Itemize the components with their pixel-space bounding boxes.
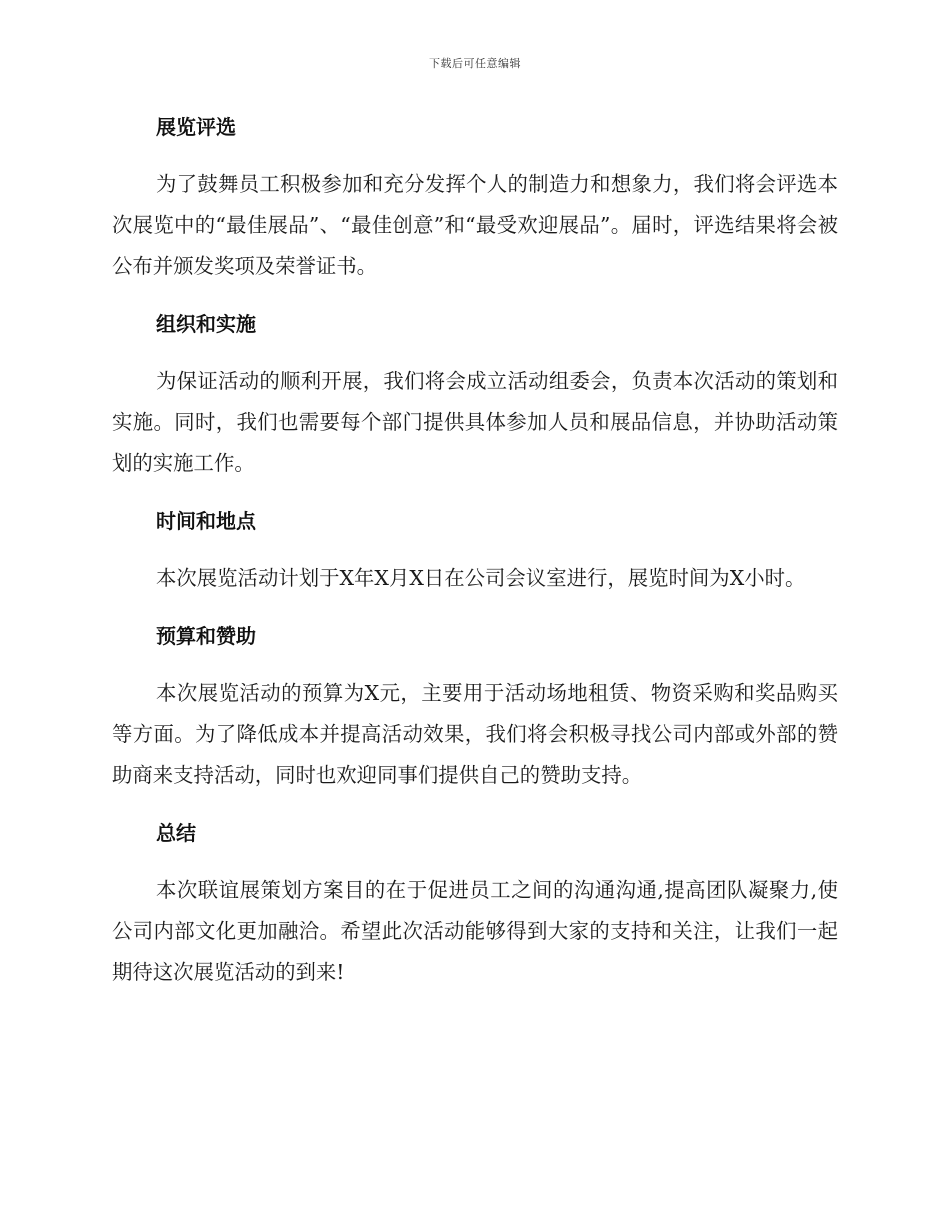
section-heading: 组织和实施: [156, 312, 256, 336]
section-exhibition-evaluation: [112, 112, 838, 287]
section-summary: [112, 818, 838, 993]
section-heading: 总结: [156, 821, 196, 845]
section-heading: 时间和地点: [156, 509, 256, 533]
section-heading: 展览评选: [156, 115, 236, 139]
section-paragraph: 本次联谊展策划方案目的在于促进员工之间的沟通沟通,提高团队凝聚力,使公司内部文化更加融洽。希望此次活动能够得到大家的支持和关注，让我们一起期待这次展览活动的到来!: [112, 878, 838, 984]
section-paragraph: 为了鼓舞员工积极参加和充分发挥个人的制造力和想象力，我们将会评选本次展览中的“最佳展品”、“最佳创意”和“最受欢迎展品”。届时，评选结果将会被公布并颁发奖项及荣誉证书。: [112, 172, 838, 278]
document-body: [112, 112, 838, 1015]
section-paragraph: 本次展览活动的预算为X元，主要用于活动场地租赁、物资采购和奖品购买等方面。为了降低成本并提高活动效果，我们将会积极寻找公司内部或外部的赞助商来支持活动，同时也欢迎同事们提供自己的赞助支持。: [112, 681, 838, 787]
page-header-note: 下载后可任意编辑: [429, 57, 521, 70]
section-time-location: [112, 506, 838, 599]
section-paragraph: 本次展览活动计划于X年X月X日在公司会议室进行，展览时间为X小时。: [156, 566, 806, 590]
section-paragraph: 为保证活动的顺利开展，我们将会成立活动组委会，负责本次活动的策划和实施。同时，我们也需要每个部门提供具体参加人员和展品信息，并协助活动策划的实施工作。: [112, 369, 838, 475]
section-organization: [112, 309, 838, 484]
section-heading: 预算和赞助: [156, 624, 256, 648]
section-budget-sponsorship: [112, 621, 838, 796]
